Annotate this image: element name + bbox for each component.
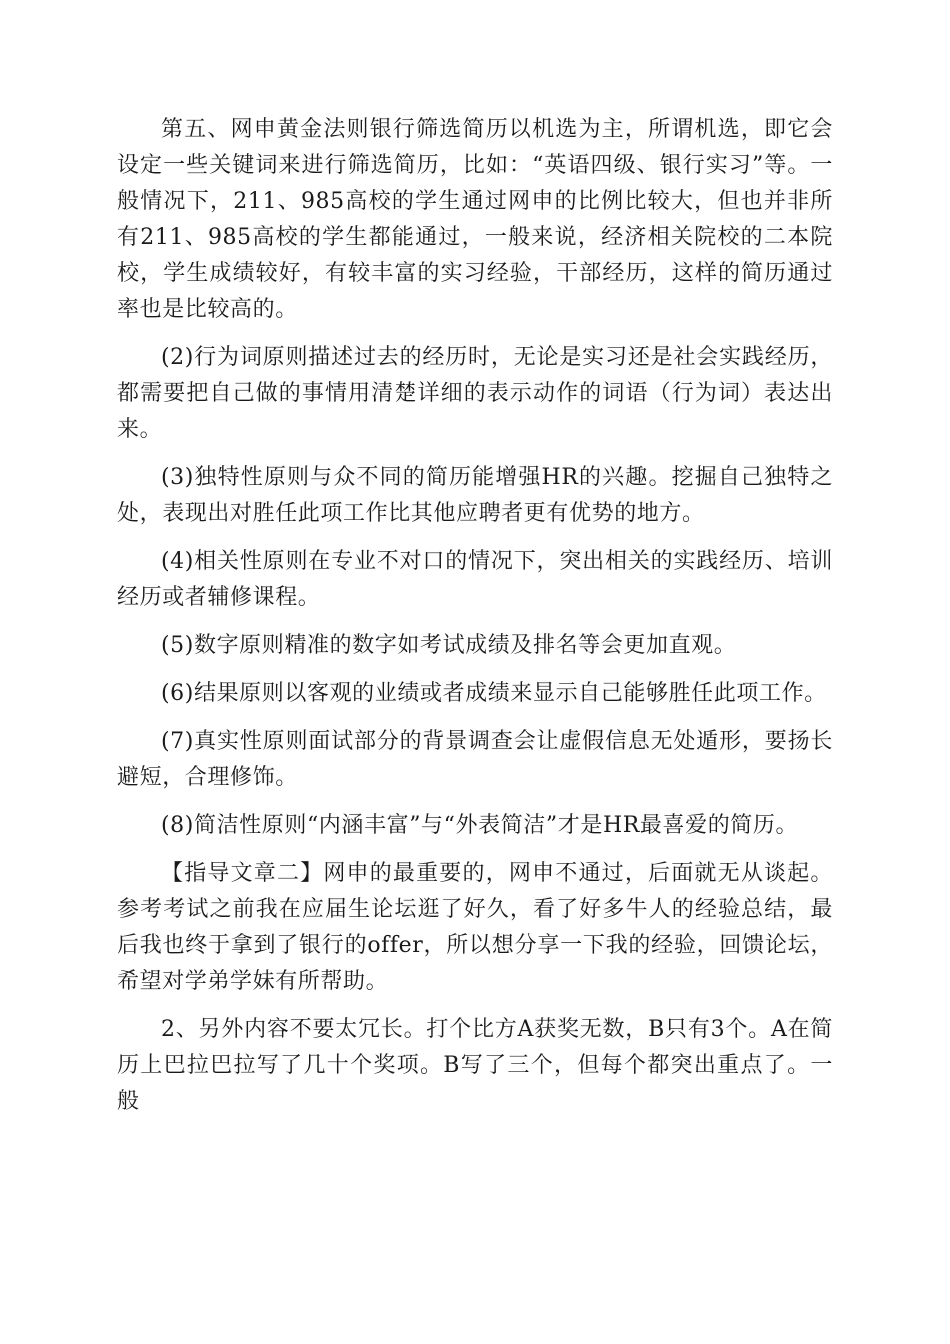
paragraph-results: (6)结果原则以客观的业绩或者成绩来显示自己能够胜任此项工作。 [161,681,827,706]
paragraph-content-length: 2、另外内容不要太冗长。打个比方A获奖无数，B只有3个。A在简历上巴拉巴拉写了几十个奖项。B写了三个，但每个都突出重点了。一般 [117,1017,833,1114]
paragraph-golden-rule: 第五、网申黄金法则银行筛选简历以机选为主，所谓机选，即它会设定一些关键词来进行筛选简历，比如：“英语四级、银行实习”等。一般情况下，211、985高校的学生通过网申的比例比较大，但也并非所有211、985高校的学生都能通过，一般来说，经济相关院校的二本院校，学生成绩较好，有较丰富的实习经验，干部经历，这样的简历通过率也是比较高的。 [117,117,833,322]
paragraph-authenticity: (7)真实性原则面试部分的背景调查会让虚假信息无处遁形，要扬长避短，合理修饰。 [117,729,833,790]
paragraph-conciseness: (8)简洁性原则“内涵丰富”与“外表简洁”才是HR最喜爱的简历。 [161,813,799,838]
paragraph-numbers: (5)数字原则精准的数字如考试成绩及排名等会更加直观。 [161,633,737,658]
paragraph-relevance: (4)相关性原则在专业不对口的情况下，突出相关的实践经历、培训经历或者辅修课程。 [117,549,833,610]
paragraph-action-words: (2)行为词原则描述过去的经历时，无论是实习还是社会实践经历，都需要把自己做的事情用清楚详细的表示动作的词语（行为词）表达出来。 [117,345,833,442]
document-body [117,112,833,1132]
paragraph-uniqueness: (3)独特性原则与众不同的简历能增强HR的兴趣。挖掘自己独特之处，表现出对胜任此项工作比其他应聘者更有优势的地方。 [117,465,833,526]
paragraph-guide-article-two: 【指导文章二】网申的最重要的，网申不通过，后面就无从谈起。参考考试之前我在应届生论坛逛了好久，看了好多牛人的经验总结，最后我也终于拿到了银行的offer，所以想分享一下我的经验，回馈论坛，希望对学弟学妹有所帮助。 [117,861,833,994]
